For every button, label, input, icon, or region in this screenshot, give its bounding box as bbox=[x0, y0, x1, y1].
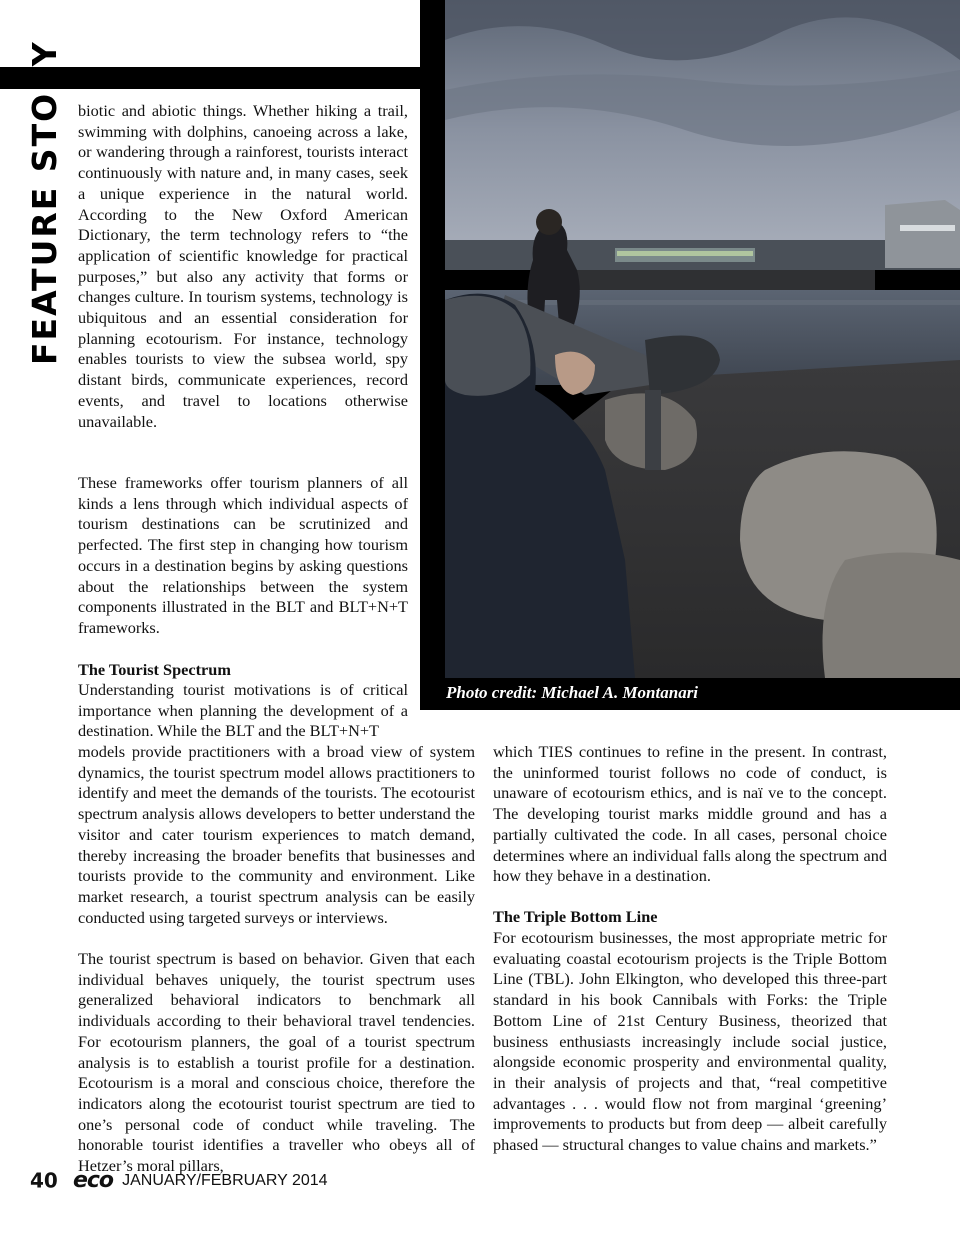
paragraph-motivations: Understanding tourist motivations is of critical importance when planning the development of a destination. While the BLT and the BLT+N+T bbox=[78, 680, 408, 741]
paragraph-frameworks: These frameworks offer tourism planners of all kinds a lens through which individual aspects of tourism destinations can be scrutinized and perfected. The first step in changing how tourism occurs in a destination begins by asking questions about the relationships between the system components illustrated in the BLT and BLT+N+T frameworks. bbox=[78, 473, 408, 637]
paragraph-ties: which TIES continues to refine in the present. In contrast, the uninformed tourist follows no code of conduct, is unaware of ecotourism ethics, and is naï ve to the concept. The developing tourist marks middle ground and has a partially cultivated the code. In all cases, personal choice determines where an individual falls along the spectrum and how they behave in a destination. bbox=[493, 742, 887, 886]
photo-credit: Photo credit: Michael A. Montanari bbox=[446, 683, 699, 702]
heading-triple-bottom-line: The Triple Bottom Line bbox=[493, 907, 658, 926]
heading-tourist-spectrum: The Tourist Spectrum bbox=[78, 660, 231, 679]
page-number: 40 bbox=[30, 1168, 58, 1193]
issue-date: JANUARY/FEBRUARY 2014 bbox=[122, 1171, 328, 1189]
section-label: FEATURE STORY bbox=[25, 40, 64, 365]
photo-boy-binoculars bbox=[445, 0, 960, 678]
magazine-logo: eco bbox=[72, 1168, 114, 1193]
page-footer bbox=[30, 1168, 328, 1198]
paragraph-technology: biotic and abiotic things. Whether hiking a trail, swimming with dolphins, canoeing across a lake, or wandering through a rainforest, tourists interact continuously with nature and, in many cases, seek a unique experience in the natural world. According to the New Oxford American Dictionary, the term technology refers to “the application of scientific knowledge for practical purposes,” but also any activity that forms or changes culture. In tourism systems, technology is ubiquitous and an essential consideration for planning ecotourism. For instance, technology enables tourists to view the subsea world, spy distant birds, communicate experiences, record events, and travel to locations otherwise unavailable. bbox=[78, 101, 408, 431]
paragraph-tbl: For ecotourism businesses, the most appropriate metric for evaluating coastal ecotourism projects is the Triple Bottom Line (TBL). John Elkington, who developed this three-part standard in his book Cannibals with Forks: the Triple Bottom Line of 21st Century Business, theorized that business enthusiasts increasingly include social justice, alongside economic prosperity and environmental quality, in their analysis of projects and that, “real competitive advantages . . . would flow not from marginal ‘greening’ improvements to products but from deep — albeit carefully phased — structural changes to value chains and markets.” bbox=[493, 928, 887, 1155]
header-block bbox=[0, 67, 22, 89]
paragraph-behavior: The tourist spectrum is based on behavior. Given that each individual behaves uniquely, the tourist spectrum uses generalized behavioral indicators to benchmark all individuals according to their behavioral travel tendencies. For ecotourism planners, the goal of a tourist spectrum analysis is to establish a tourist profile for a destination. Ecotourism is a moral and conscious choice, therefore the indicators along the ecotourist tourist spectrum are tied to one’s personal code of conduct while traveling. The honorable tourist identifies a traveller who obeys all of Hetzer’s moral pillars, bbox=[78, 949, 475, 1176]
paragraph-spectrum-models: models provide practitioners with a broad view of system dynamics, the tourist spectrum model allows practitioners to identify and meet the demands of the tourists. The ecotourist spectrum analysis allows developers to better understand the visitor and cater tourism experiences to match demand, thereby increasing the broader benefits that businesses and tourists provide to the community and environment. Like market research, a tourist spectrum analysis can be easily conducted using targeted surveys or interviews. bbox=[78, 742, 475, 927]
